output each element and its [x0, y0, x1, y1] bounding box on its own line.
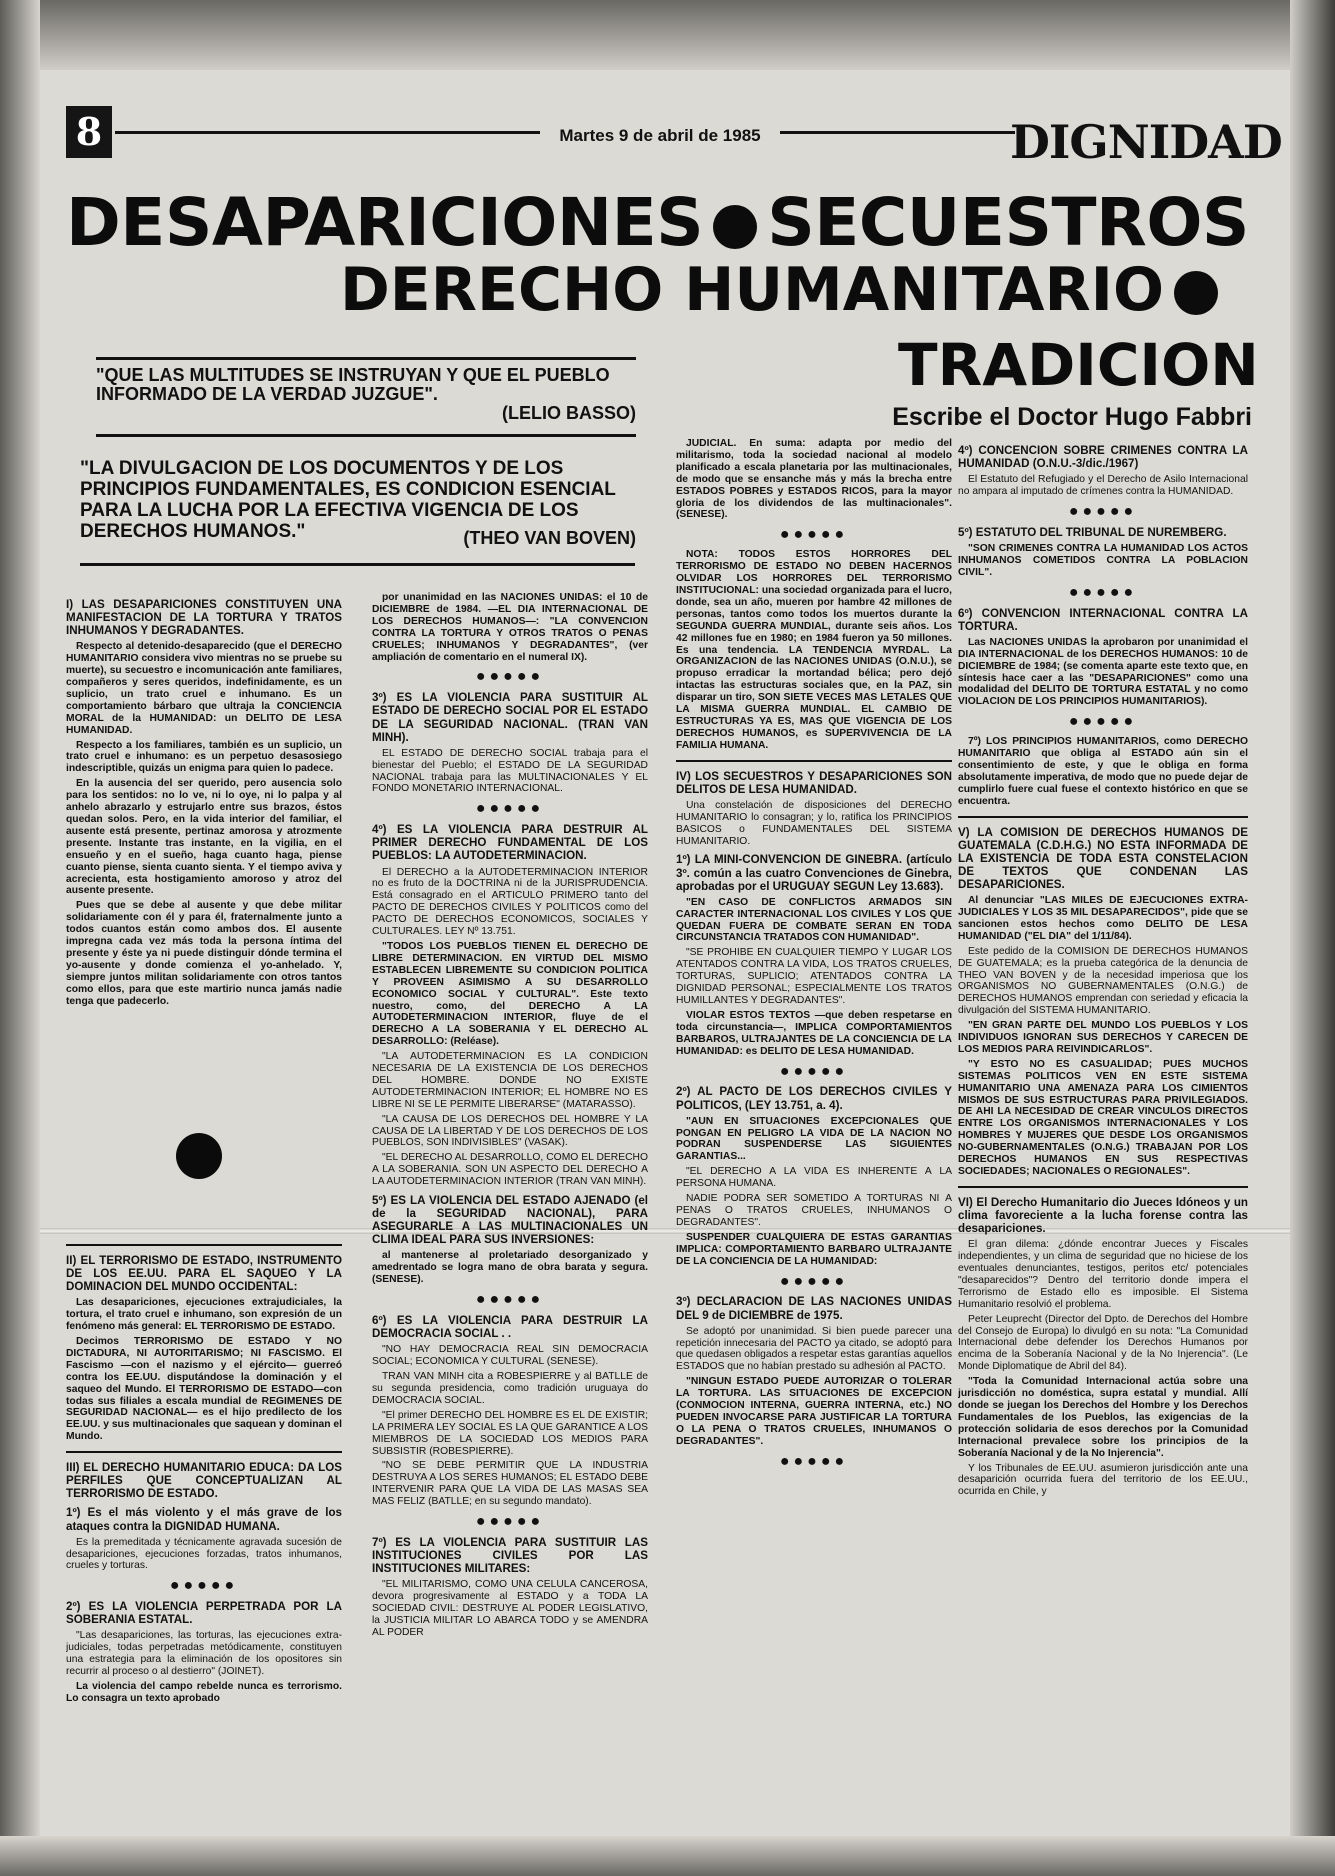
column-1-lower — [66, 1236, 342, 1846]
stars-separator: ●●●●● — [475, 1513, 545, 1531]
numbered-heading: 2º) AL PACTO DE LOS DERECHOS CIVILES Y POLITICOS, (LEY 13.751, a. 4). — [676, 1085, 952, 1112]
section-rule — [66, 1244, 342, 1246]
paragraph: "Las desapariciones, las torturas, las ejecuciones extra-judiciales, todas perpetradas metódicamente, constituyen una estrategia para la eliminación de los opositores sin recurrir al proceso o al destierro" (JOINET). — [66, 1630, 342, 1678]
scan-edge-top — [0, 0, 1335, 70]
paragraph: "AUN EN SITUACIONES EXCEPCIONALES QUE PONGAN EN PELIGRO LA VIDA DE LA NACION NO PODRAN SUSPENDERSE LAS SIGUIENTES GARANTIAS... — [676, 1115, 952, 1163]
section-heading-3: III) EL DERECHO HUMANITARIO EDUCA: DA LOS PERFILES QUE CONCEPTUALIZAN AL TERRORISMO DE ESTADO. — [66, 1461, 342, 1501]
headline-derecho-humanitario: DERECHO HUMANITARIO — [340, 255, 1164, 325]
paragraph: NOTA: TODOS ESTOS HORRORES DEL TERRORISMO DE ESTADO NO DEBEN HACERNOS OLVIDAR LOS HORRORES DEL TERRORISMO INSTITUCIONAL: una sociedad organizada para el lucro, donde, sea un año, mueren por hambre 42 millones de personas, tantos como todos los muertos durante la SEGUNDA GUERRA MUNDIAL, durante seis años. Los 42 millones fue en 1980; en 1984 fueron ya 50 millones. Es una tendencia. LA TENDENCIA MYRDAL. La ORGANIZACION de las NACIONES UNIDAS (O.N.U.), se propuso erradicar la mortandad bélica; pero dejó intactas las estructuras sociales que, en la PAZ, sin disparar un tiro, SON SIETE VECES MAS LETALES QUE LA MISMA GUERRA MUNDIAL. EL CAMBIO DE ESTRUCTURAS YA ES, MAS QUE VIGENCIA DE LOS DERECHOS HUMANOS, es SUPERVIVENCIA DE LA FAMILIA HUMANA. — [676, 549, 952, 751]
paragraph: "EL DERECHO A LA VIDA ES INHERENTE A LA PERSONA HUMANA. — [676, 1166, 952, 1190]
paragraph: El gran dilema: ¿dónde encontrar Jueces y Fiscales independientes, y un clima de seguridad que no hiciese de los eventuales denunciantes, testigos, peritos etc/ potenciales "desaparecidos"? Dentro del territorio donde impera el Terrorismo de Estado ello es imposible. El Sistema Humanitario resolvió el problema. — [958, 1239, 1248, 1310]
paragraph: "LA AUTODETERMINACION ES LA CONDICION NECESARIA DE LA EXISTENCIA DE LOS DERECHOS DEL HOMBRE. DONDE NO EXISTE AUTODETERMINACION INTERIOR; EL HOMBRE NO ES LIBRE NI SE LE PERMITE LIBERARSE" (MATARASSO). — [372, 1051, 648, 1110]
paragraph: al mantenerse al proletariado desorganizado y amedrentado se logra mano de obra barata y segura. (SENESE). — [372, 1250, 648, 1286]
paragraph: Respecto al detenido-desaparecido (que el DERECHO HUMANITARIO considera vivo mientras no se pruebe su muerte), su secuestro e incomunicación ante familiares, compañeros y seres queridos, indefinidamente, es un suplicio, un trato cruel e inhumano. Es un comportamiento bárbaro que ultraja la CONCIENCIA MORAL de la HUMANIDAD: un DELITO DE LESA HUMANIDAD. — [66, 641, 342, 736]
stars-separator: ●●●●● — [475, 668, 545, 686]
epigraph-basso-author: (LELIO BASSO) — [502, 403, 636, 423]
paragraph: Una constelación de disposiciones del DERECHO HUMANITARIO lo consagran; y lo, ratifica los PRINCIPIOS BASICOS o FUNDAMENTALES DEL SISTEMA HUMANITARIO. — [676, 799, 952, 847]
column-3 — [676, 438, 952, 1846]
paragraph: "El primer DERECHO DEL HOMBRE ES EL DE EXISTIR; LA PRIMERA LEY SOCIAL ES LA QUE GARANTICE A LOS MIEMBROS DE LA SOCIEDAD LOS MEDIOS PARA SUBSISTIR (ROBESPIERRE). — [372, 1409, 648, 1457]
stars-separator: ●●●●● — [779, 526, 849, 544]
section-rule — [66, 1451, 342, 1453]
paragraph: "Toda la Comunidad Internacional actúa sobre una jurisdicción no doméstica, supra estatal y mundial. Allí donde se juegan los Derechos del Hombre y los Derechos Fundamentales de los Pueblos, las exigencias de la protección solidaria de esos derechos por la Comunidad Internacional prevalece sobre los principios de la Soberanía Nacional y de la No Injerencia". — [958, 1376, 1248, 1459]
paragraph: VIOLAR ESTOS TEXTOS —que deben respetarse en toda circunstancia—, IMPLICA COMPORTAMIENTOS BARBAROS, ULTRAJANTES DE LA CONCIENCIA DE LA HUMANIDAD: es DELITO DE LESA HUMANIDAD. — [676, 1009, 952, 1057]
stars-separator: ●●●●● — [1068, 503, 1138, 520]
quote-rule — [96, 357, 636, 360]
section-heading-1: I) LAS DESAPARICIONES CONSTITUYEN UNA MANIFESTACION DE LA TORTURA Y TRATOS INHUMANOS Y DEGRADANTES. — [66, 598, 342, 638]
paragraph: La violencia del campo rebelde nunca es terrorismo. Lo consagra un texto aprobado — [66, 1681, 342, 1704]
paragraph: NADIE PODRA SER SOMETIDO A TORTURAS NI A PENAS O TRATOS CRUELES, INHUMANOS O DEGRADANTES". — [676, 1193, 952, 1228]
headline-line-1 — [66, 184, 1249, 261]
paragraph: Y los Tribunales de EE.UU. asumieron jurisdicción ante una desaparición ocurrida fuera del territorio de los EE.UU., ocurrida en Chile, y — [958, 1462, 1248, 1498]
epigraph-basso: "QUE LAS MULTITUDES SE INSTRUYAN Y QUE EL PUEBLO INFORMADO DE LA VERDAD JUZGUE". — [96, 365, 610, 404]
section-heading-5: V) LA COMISION DE DERECHOS HUMANOS DE GUATEMALA (C.D.H.G.) NO ESTA INFORMADA DE LA EXISTENCIA DE TODA ESTA CONSTELACION DE TEXTOS QUE CONDENAN LAS DESAPARICIONES. — [958, 825, 1248, 891]
article-byline: Escribe el Doctor Hugo Fabbri — [892, 403, 1252, 431]
numbered-heading: 6º) CONVENCION INTERNACIONAL CONTRA LA TORTURA. — [958, 606, 1248, 633]
quote-rule — [96, 434, 636, 437]
ink-blot — [176, 1133, 222, 1179]
paragraph: EL ESTADO DE DERECHO SOCIAL trabaja para el bienestar del Pueblo; el ESTADO DE LA SEGURIDAD NACIONAL trabaja para las MULTINACIONALES Y EL FONDO MONETARIO INTERNACIONAL. — [372, 747, 648, 795]
bullet-dot-icon — [1174, 271, 1218, 315]
numbered-heading: 1º) Es el más violento y el más grave de los ataques contra la DIGNIDAD HUMANA. — [66, 1506, 342, 1533]
paragraph: SUSPENDER CUALQUIERA DE ESTAS GARANTIAS IMPLICA: COMPORTAMIENTO BARBARO ULTRAJANTE DE LA CONCIENCIA DE LA HUMANIDAD: — [676, 1231, 952, 1267]
paragraph: Es la premeditada y técnicamente agravada sucesión de desapariciones, ejecuciones forzadas, tratos inhumanos, crueles y torturas. — [66, 1536, 342, 1572]
paragraph: Pues que se debe al ausente y que debe militar solidariamente con él y para él, fraternalmente junto a todos cuantos están como ambos dos. El ausente impregna cada vez más toda la persona íntima del presente y éste ya ni puede distinguir dónde termina el yo-ausente y donde comienza el yo-anhelado. Y, siempre juntos militan solidariamente con otros tantos como ellos, para que este martirio nunca jamás nadie tenga que padecerlo. — [66, 900, 342, 1007]
paragraph: por unanimidad en las NACIONES UNIDAS: el 10 de DICIEMBRE de 1984. —EL DIA INTERNACIONAL DE LOS DERECHOS HUMANOS—: "LA CONVENCION CONTRA LA TORTURA Y OTROS TRATOS O PENAS CRUELES; INHUMANOS Y DEGRADANTES", (ver ampliación de comentario en el numeral IX). — [372, 592, 648, 663]
stars-separator: ●●●●● — [779, 1062, 849, 1080]
paragraph: "LA CAUSA DE LOS DERECHOS DEL HOMBRE Y LA CAUSA DE LA LIBERTAD Y DE LOS DERECHOS DE LOS PUEBLOS, SON INDIVISIBLES" (VASAK). — [372, 1113, 648, 1149]
numbered-heading: 7º) ES LA VIOLENCIA PARA SUSTITUIR LAS INSTITUCIONES CIVILES POR LAS INSTITUCIONES MILITARES: — [372, 1535, 648, 1576]
page-number: 8 — [66, 106, 112, 158]
paragraph: "NINGUN ESTADO PUEDE AUTORIZAR O TOLERAR LA TORTURA. LAS SITUACIONES DE EXCEPCION (CONMOCION INTERNA, GUERRA INTERNA, etc.) NO PUEDEN INVOCARSE PARA JUSTIFICAR LA TORTURA O LA PENA O TRATOS CRUELES, INHUMANOS O DEGRADANTES". — [676, 1376, 952, 1447]
issue-date: Martes 9 de abril de 1985 — [540, 126, 780, 146]
epigraph-van-boven: "LA DIVULGACION DE LOS DOCUMENTOS Y DE LOS PRINCIPIOS FUNDAMENTALES, ES CONDICION ESENCIAL PARA LA LUCHA POR LA EFECTIVA VIGENCIA DE LOS DERECHOS HUMANOS." — [80, 458, 616, 542]
paragraph: "SE PROHIBE EN CUALQUIER TIEMPO Y LUGAR LOS ATENTADOS CONTRA LA VIDA, LOS TRATOS CRUELES, TORTURAS, SUPLICIO; ATENTADOS CONTRA LA DIGNIDAD PERSONAL; ESPECIALMENTE LOS TRATOS HUMILLANTES Y DEGRADANTES". — [676, 947, 952, 1006]
paragraph: Este pedido de la COMISION DE DERECHOS HUMANOS DE GUATEMALA; es la prueba categórica de la denuncia de THEO VAN BOVEN y de la necesidad imperiosa que los ORGANISMOS NO GUBERNAMENTALES (O.N.G.) de DERECHOS HUMANOS emprendan con seriedad y eficacia la divulgación del SISTEMA HUMANITARIO. — [958, 945, 1248, 1017]
numbered-heading: 6º) ES LA VIOLENCIA PARA DESTRUIR LA DEMOCRACIA SOCIAL . . — [372, 1314, 648, 1341]
paragraph: "Y ESTO NO ES CASUALIDAD; PUES MUCHOS SISTEMAS POLITICOS VEN EN ESTE SISTEMA HUMANITARIO UNA AMENAZA PARA LOS CIMIENTOS MISMOS DE SUS ESTRUCTURAS PARA PRIVILEGIADOS. DE AHI LA NECESIDAD DE CREAR VINCULOS DIRECTOS ENTRE LOS ORGANISMOS INTERNACIONALES Y LOS HOMBRES Y MUJERES QUE DESDE LOS ORGANISMOS NO-GUBERNAMENTALES (O.N.G.) TRABAJAN POR LOS DERECHOS HUMANOS EN SUS RESPECTIVAS SOCIEDADES; NACIONALES O REGIONALES". — [958, 1058, 1248, 1177]
headline-line-2 — [340, 255, 1228, 325]
paragraph: "SON CRIMENES CONTRA LA HUMANIDAD LOS ACTOS INHUMANOS COMETIDOS CONTRA LA POBLACION CIVIL". — [958, 543, 1248, 578]
paragraph: TRAN VAN MINH cita a ROBESPIERRE y al BATLLE de su segunda presidencia, como tradición uruguaya do DEMOCRACIA SOCIAL. — [372, 1371, 648, 1406]
epigraph-van-boven-author: (THEO VAN BOVEN) — [463, 528, 636, 548]
paragraph: Las NACIONES UNIDAS la aprobaron por unanimidad el DIA INTERNACIONAL de los DERECHOS HUMANOS: 10 de DICIEMBRE de 1984; (se comenta aparte este texto que, en síntesis hace caer a las "DESAPARICIONES" como una modalidad del DELITO DE TORTURA ESTATAL y no como VIOLACION DE LOS PRINCIPIOS HUMANITARIOS). — [958, 636, 1248, 708]
stars-separator: ●●●●● — [779, 1452, 849, 1470]
numbered-heading: 4º) CONCENCION SOBRE CRIMENES CONTRA LA HUMANIDAD (O.N.U.-3/dic./1967) — [958, 444, 1248, 471]
bullet-dot-icon — [713, 205, 757, 249]
stars-separator: ●●●●● — [1068, 713, 1138, 731]
scan-edge-right — [1290, 0, 1335, 1876]
stars-separator: ●●●●● — [169, 1577, 239, 1595]
paragraph: Al denunciar "LAS MILES DE EJECUCIONES EXTRA-JUDICIALES Y LOS 35 MIL DESAPARECIDOS", pide que se sancionen estos hechos como DELITO DE LESA HUMANIDAD ("EL DIA" del 1/11/84). — [958, 895, 1248, 942]
headline-word-desapariciones: DESAPARICIONES — [66, 184, 704, 261]
section-rule — [958, 1186, 1248, 1188]
numbered-heading: 1º) LA MINI-CONVENCION DE GINEBRA. (artículo 3º. común a las cuatro Convenciones de Ginebra, aprobadas por el URUGUAY SEGUN Ley 13.683). — [676, 853, 952, 893]
stars-separator: ●●●●● — [475, 1291, 545, 1309]
paragraph: JUDICIAL. En suma: adapta por medio del militarismo, toda la sociedad nacional al modelo planificado a escala planetaria por las multinacionales, de modo que se ensanche más y más la brecha entre ESTADOS POBRES y ESTADOS RICOS, para la mayor gloria de los dividendos de las multinacionales". (SENESE). — [676, 438, 952, 521]
paragraph: El Estatuto del Refugiado y el Derecho de Asilo Internacional no ampara al imputado de crímenes contra la HUMANIDAD. — [958, 474, 1248, 498]
numbered-heading: 3º) ES LA VIOLENCIA PARA SUSTITUIR AL ESTADO DE DERECHO SOCIAL POR EL ESTADO DE LA SEGURIDAD NACIONAL. (TRAN VAN MINH). — [372, 691, 648, 744]
headline-line-3: TRADICION — [898, 331, 1259, 399]
numbered-heading: 5º) ESTATUTO DEL TRIBUNAL DE NUREMBERG. — [958, 525, 1227, 539]
paragraph: Se adoptó por unanimidad. Si bien puede parecer una repetición innecesaria del PACTO ya citado, se adoptó para que quedasen obligados a respetar estas garantías aquellos ESTADOS que no habían prestado su adhesión al PACTO. — [676, 1325, 952, 1373]
numbered-heading: 2º) ES LA VIOLENCIA PERPETRADA POR LA SOBERANIA ESTATAL. — [66, 1600, 342, 1627]
paragraph: Peter Leuprecht (Director del Dpto. de Derechos del Hombre del Consejo de Europa) lo divulgó en su nota: "La Comunidad Internacional debe defender los Derechos Humanos por encima de la Soberanía Nacional y de la No Injerencia". (Le Monde Diplomatique de Abril del 84). — [958, 1313, 1248, 1373]
numbered-heading: 5º) ES LA VIOLENCIA DEL ESTADO AJENADO (el de la SEGURIDAD NACIONAL), PARA ASEGURARLE A LAS MULTINACIONALES UN CLIMA IDEAL PARA SUS INVERSIONES: — [372, 1194, 648, 1247]
stars-separator: ●●●●● — [475, 800, 545, 818]
paragraph: "EL MILITARISMO, COMO UNA CELULA CANCEROSA, devora progresivamente al ESTADO y a TODA LA SOCIEDAD CIVIL: DESTRUYE AL PODER LEGISLATIVO, la JUSTICIA MILITAR LO ABARCA TODO y se AMENDRA AL PODER — [372, 1579, 648, 1638]
column-1 — [66, 592, 342, 1152]
paragraph: Las desapariciones, ejecuciones extrajudiciales, la tortura, el trato cruel e inhumano, son expresión de un fenómeno más general: EL TERRORISMO DE ESTADO. — [66, 1297, 342, 1333]
quote-rule — [80, 563, 635, 566]
section-rule — [676, 760, 952, 762]
stars-separator: ●●●●● — [1068, 583, 1138, 601]
numbered-heading: 3º) DECLARACION DE LAS NACIONES UNIDAS DEL 9 de DICIEMBRE de 1975. — [676, 1295, 952, 1322]
paragraph: Respecto a los familiares, también es un suplicio, un trato cruel e inhumano: es un perpetuo desasosiego indescriptible, quizás un enigma para quien lo padece. — [66, 739, 342, 775]
section-heading-2: II) EL TERRORISMO DE ESTADO, INSTRUMENTO DE LOS EE.UU. PARA EL SAQUEO Y LA DOMINACION DEL MUNDO OCCIDENTAL: — [66, 1254, 342, 1294]
column-2 — [372, 592, 648, 1846]
newspaper-masthead: DIGNIDAD — [1010, 115, 1282, 169]
section-heading-4: IV) LOS SECUESTROS Y DESAPARICIONES SON DELITOS DE LESA HUMANIDAD. — [676, 769, 952, 796]
numbered-heading: 4º) ES LA VIOLENCIA PARA DESTRUIR AL PRIMER DERECHO FUNDAMENTAL DE LOS PUEBLOS: LA AUTODETERMINACION. — [372, 823, 648, 863]
paragraph: Decimos TERRORISMO DE ESTADO Y NO DICTADURA, NI AUTORITARISMO; NI FASCISMO. El Fascismo —con el nazismo y el ejército— guerreó contra los EE.UU. disputándose la dominación y el saqueo del Mundo. El TERRORISMO DE ESTADO—con todas sus filiales a escala mundial de REGIMENES DE SEGURIDAD NACIONAL— es el hijo predilecto de los EE.UU. y sus multinacionales que saquean y dominan el Mundo. — [66, 1336, 342, 1443]
paragraph: En la ausencia del ser querido, pero ausencia solo para los sentidos: no lo ve, ni lo oye, ni lo palpa y al anhelo abrazarlo y estrujarlo entre sus brazos, éstos quedan solos. Pero, en la vida interior del familiar, el ausente está presente, pertinaz amorosa y atrozmente presente. Instante tras instante, en la vigilia, en el ensueño y en el sueño, haga cuanto haga, piense cuanto piense, sienta cuanto sienta. Y el tiempo aviva y acrecienta, esta hostigamiento amoroso y atroz del ausente presente. — [66, 778, 342, 897]
stars-separator: ●●●●● — [779, 1272, 849, 1290]
section-rule — [958, 816, 1248, 818]
paragraph: 7º) LOS PRINCIPIOS HUMANITARIOS, como DERECHO HUMANITARIO que obliga al ESTADO aún sin el consentimiento de este, y que le obliga en forma absolutamente imperativa, de modo que no puede dejar de cumplirlo fuere cual fuese el contexto histórico en que se encuentra. — [958, 736, 1248, 807]
paragraph: El DERECHO a la AUTODETERMINACION INTERIOR no es fruto de la DOCTRINA ni de la JURISPRUDENCIA. Está consagrado en el ARTICULO PRIMERO tanto del PACTO DE DERECHOS CIVILES Y POLITICOS como del PACTO DE DERECHOS ECONOMICOS, SOCIALES Y CULTURALES. LEY Nº 13.751. — [372, 866, 648, 938]
headline-word-secuestros: SECUESTROS — [767, 184, 1249, 261]
paragraph: "EL DERECHO AL DESARROLLO, COMO EL DERECHO A LA SOBERANIA. SON UN ASPECTO DEL DERECHO A LA AUTODETERMINACION INTERIOR (TRAN VAN MINH). — [372, 1152, 648, 1188]
paragraph: "TODOS LOS PUEBLOS TIENEN EL DERECHO DE LIBRE DETERMINACION. EN VIRTUD DEL MISMO ESTABLECEN LIBREMENTE SU CONDICION POLITICA Y PROVEEN ASIMISMO A SU DESARROLLO ECONOMICO SOCIAL Y CULTURAL". Este texto nuestro, como, del DERECHO A LA AUTODETERMINACION INTERIOR, fluye de el DERECHO A LA SOBERANIA Y EL DERECHO AL DESARROLLO: (Reléase). — [372, 940, 648, 1048]
paragraph: "NO SE DEBE PERMITIR QUE LA INDUSTRIA DESTRUYA A LOS SERES HUMANOS; EL ESTADO DEBE INTERVENIR PARA QUE LA VIDA DE LAS MASAS SEA MAS FELIZ (BATLLE; en su segundo mandato). — [372, 1460, 648, 1508]
paragraph: "EN CASO DE CONFLICTOS ARMADOS SIN CARACTER INTERNACIONAL LOS CIVILES Y LOS QUE QUEDAN FUERA DE COMBATE SERAN EN TODA CIRCUNSTANCIA TRATADOS CON HUMANIDAD". — [676, 896, 952, 944]
column-4 — [958, 438, 1248, 1846]
paragraph: "EN GRAN PARTE DEL MUNDO LOS PUEBLOS Y LOS INDIVIDUOS IGNORAN SUS DERECHOS Y CARECEN DE LOS MEDIOS PARA REIVINDICARLOS". — [958, 1020, 1248, 1055]
section-heading-6: VI) El Derecho Humanitario dio Jueces Idóneos y un clima favoreciente a la lucha forense contra las desapariciones. — [958, 1195, 1248, 1236]
scan-edge-left — [0, 0, 40, 1876]
paragraph: "NO HAY DEMOCRACIA REAL SIN DEMOCRACIA SOCIAL; ECONOMICA Y CULTURAL (SENESE). — [372, 1344, 648, 1368]
